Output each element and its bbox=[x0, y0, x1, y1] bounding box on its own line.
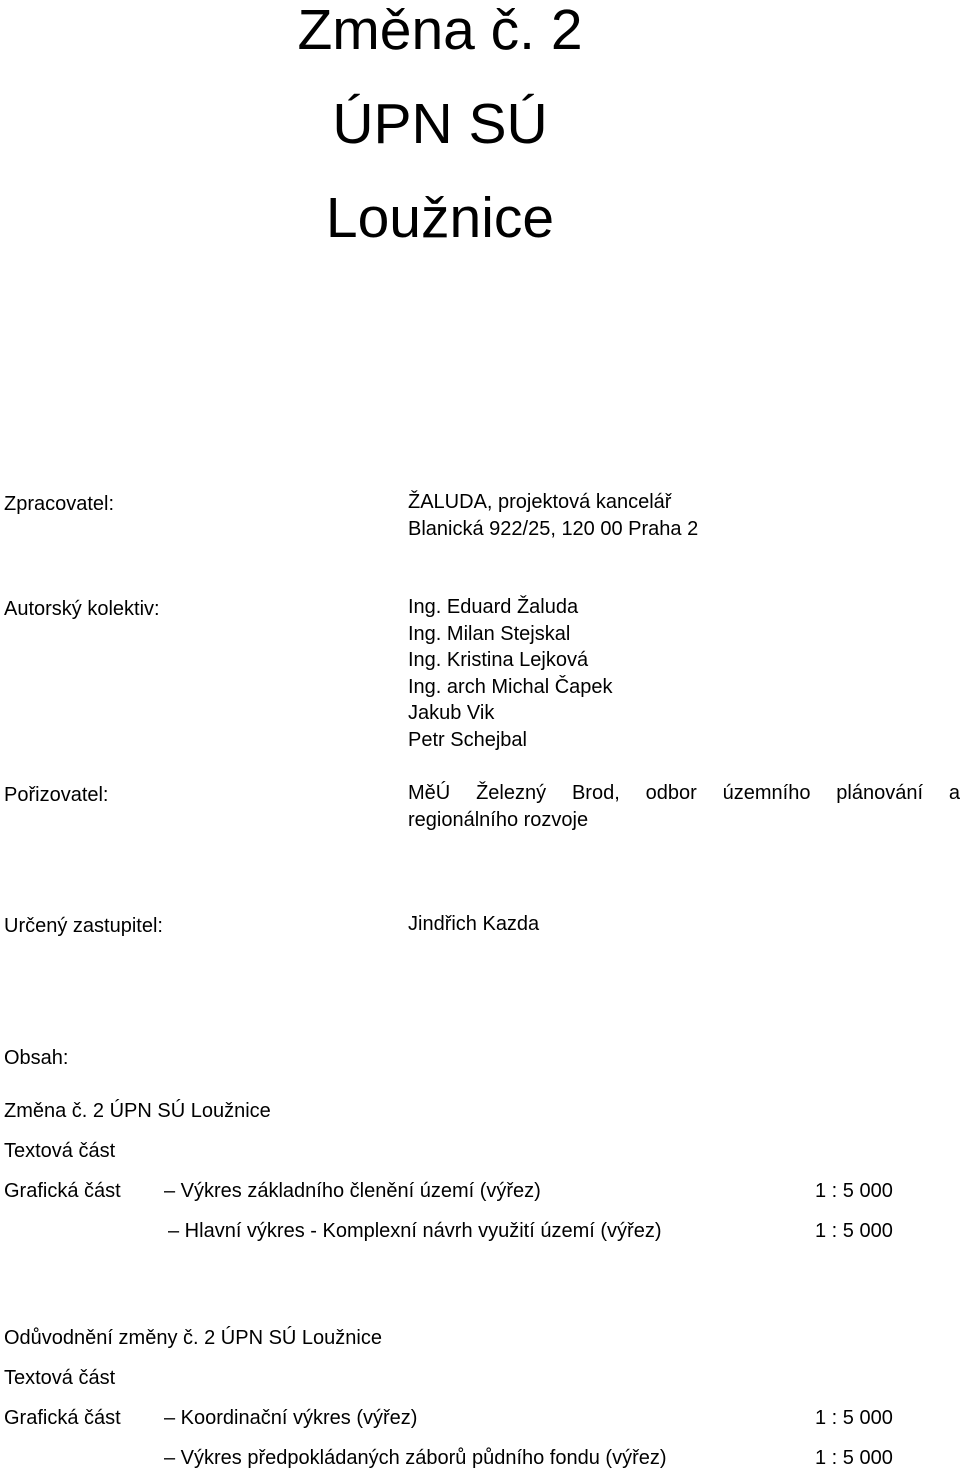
zastupitel-label: Určený zastupitel: bbox=[4, 915, 163, 937]
section2-text-part: Textová část bbox=[4, 1367, 116, 1389]
section1-item-name: – Výkres základního členění území (výřez) bbox=[164, 1180, 541, 1202]
zastupitel-value: Jindřich Kazda bbox=[408, 913, 540, 935]
zpracovatel-line: ŽALUDA, projektová kancelář bbox=[408, 491, 672, 513]
kolektiv-list bbox=[408, 594, 613, 753]
section1-graphic-label: Grafická část bbox=[4, 1180, 121, 1202]
section2-title: Odůvodnění změny č. 2 ÚPN SÚ Loužnice bbox=[4, 1327, 382, 1349]
porizovatel-label: Pořizovatel: bbox=[4, 784, 109, 806]
section1-text-part: Textová část bbox=[4, 1140, 116, 1162]
section1-title: Změna č. 2 ÚPN SÚ Loužnice bbox=[4, 1100, 271, 1122]
kolektiv-label: Autorský kolektiv: bbox=[4, 598, 160, 620]
kolektiv-member: Ing. Milan Stejskal bbox=[408, 622, 571, 645]
section1-item-name: – Hlavní výkres - Komplexní návrh využití území (výřez) bbox=[168, 1220, 662, 1242]
section2-item-name: – Výkres předpokládaných záborů půdního fondu (výřez) bbox=[164, 1447, 667, 1469]
porizovatel-line: MěÚ Železný Brod, odbor územního plánování a bbox=[408, 782, 960, 804]
title-line-2: ÚPN SÚ bbox=[332, 92, 548, 156]
section2-item-scale: 1 : 5 000 bbox=[815, 1447, 893, 1469]
section2-graphic-label: Grafická část bbox=[4, 1407, 121, 1429]
section2-item-name: – Koordinační výkres (výřez) bbox=[164, 1407, 418, 1429]
obsah-heading: Obsah: bbox=[4, 1047, 69, 1069]
porizovatel-value bbox=[408, 780, 960, 833]
section2-item-scale: 1 : 5 000 bbox=[815, 1407, 893, 1429]
kolektiv-member: Jakub Vik bbox=[408, 702, 495, 724]
section1-item-scale: 1 : 5 000 bbox=[815, 1220, 893, 1242]
title-line-3: Loužnice bbox=[325, 186, 555, 250]
section1-item-scale: 1 : 5 000 bbox=[815, 1180, 893, 1202]
zpracovatel-value bbox=[408, 489, 698, 542]
title-line-1: Změna č. 2 bbox=[297, 0, 583, 62]
zpracovatel-line: Blanická 922/25, 120 00 Praha 2 bbox=[408, 517, 699, 540]
kolektiv-member: Petr Schejbal bbox=[408, 728, 527, 751]
zpracovatel-label: Zpracovatel: bbox=[4, 493, 115, 515]
kolektiv-member: Ing. Eduard Žaluda bbox=[408, 596, 579, 618]
porizovatel-line: regionálního rozvoje bbox=[408, 808, 589, 831]
kolektiv-member: Ing. arch Michal Čapek bbox=[408, 675, 613, 698]
kolektiv-member: Ing. Kristina Lejková bbox=[408, 649, 589, 671]
